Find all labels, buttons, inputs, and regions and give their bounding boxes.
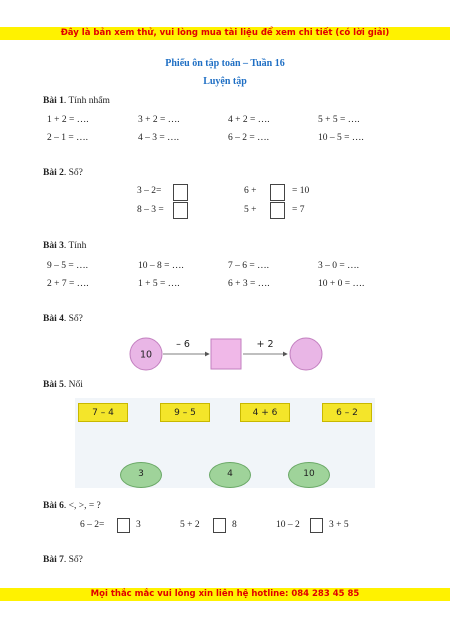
answer-box[interactable] [173, 184, 188, 201]
bai3-expr: 9 – 5 = …. [47, 261, 88, 271]
number-oval[interactable]: 3 [120, 462, 162, 488]
number-oval[interactable]: 10 [288, 462, 330, 488]
compare-box[interactable] [117, 518, 130, 533]
bai3-heading: Bài 3. Tính [43, 241, 87, 251]
bai2-right-suffix: = 10 [292, 186, 310, 196]
worksheet-title: Phiếu ôn tập toán – Tuần 16 [165, 58, 285, 69]
bai2-left-expr: 3 – 2= [137, 186, 162, 196]
bai1-expr: 10 – 5 = …. [318, 133, 364, 143]
footer-notice: Mọi thắc mắc vui lòng xin liên hệ hotline: 084 283 45 85 [0, 588, 450, 601]
bai3-expr: 10 – 8 = …. [138, 261, 184, 271]
number-oval[interactable]: 4 [209, 462, 251, 488]
end-circle[interactable] [290, 338, 322, 370]
bai6-left: 5 + 2 [180, 520, 200, 530]
answer-box[interactable] [270, 184, 285, 201]
bai6-left: 6 – 2= [80, 520, 105, 530]
bai1-expr: 1 + 2 = …. [47, 115, 89, 125]
bai6-heading: Bài 6. <, >, = ? [43, 501, 101, 511]
answer-box[interactable] [270, 202, 285, 219]
bai6-right: 3 + 5 [329, 520, 349, 530]
bai4-heading: Bài 4. Số? [43, 314, 83, 324]
expression-card[interactable]: 9 – 5 [160, 403, 210, 422]
bai1-expr: 4 – 3 = …. [138, 133, 179, 143]
op1-label: – 6 [176, 339, 190, 350]
bai1-heading: Bài 1. Tính nhẩm [43, 96, 110, 106]
bai1-expr: 3 + 2 = …. [138, 115, 180, 125]
answer-box[interactable] [173, 202, 188, 219]
bai1-expr: 2 – 1 = …. [47, 133, 88, 143]
bai3-expr: 2 + 7 = …. [47, 279, 89, 289]
bai6-right: 3 [136, 520, 141, 530]
bai4-diagram [125, 333, 330, 375]
bai6-left: 10 – 2 [276, 520, 300, 530]
start-value: 10 [139, 349, 153, 361]
bai3-expr: 1 + 5 = …. [138, 279, 180, 289]
bai7-heading: Bài 7. Số? [43, 555, 83, 565]
bai6-right: 8 [232, 520, 237, 530]
compare-box[interactable] [310, 518, 323, 533]
expression-card[interactable]: 6 – 2 [322, 403, 372, 422]
worksheet-subtitle: Luyện tập [203, 76, 247, 87]
bai1-expr: 4 + 2 = …. [228, 115, 270, 125]
op2-label: + 2 [256, 339, 274, 350]
header-notice: Đây là bản xem thử, vui lòng mua tài liệu để xem chi tiết (có lời giải) [0, 27, 450, 40]
expression-card[interactable]: 4 + 6 [240, 403, 290, 422]
bai2-right-prefix: 6 + [244, 186, 257, 196]
compare-box[interactable] [213, 518, 226, 533]
expression-card[interactable]: 7 – 4 [78, 403, 128, 422]
bai3-expr: 6 + 3 = …. [228, 279, 270, 289]
bai5-heading: Bài 5. Nối [43, 380, 83, 390]
bai3-expr: 3 – 0 = …. [318, 261, 359, 271]
bai3-expr: 7 – 6 = …. [228, 261, 269, 271]
bai3-expr: 10 + 0 = …. [318, 279, 365, 289]
bai2-left-expr: 8 – 3 = [137, 205, 164, 215]
bai2-heading: Bài 2. Số? [43, 168, 83, 178]
bai1-expr: 6 – 2 = …. [228, 133, 269, 143]
bai2-right-prefix: 5 + [244, 205, 257, 215]
answer-square[interactable] [211, 339, 241, 369]
bai2-right-suffix: = 7 [292, 205, 305, 215]
bai1-expr: 5 + 5 = …. [318, 115, 360, 125]
